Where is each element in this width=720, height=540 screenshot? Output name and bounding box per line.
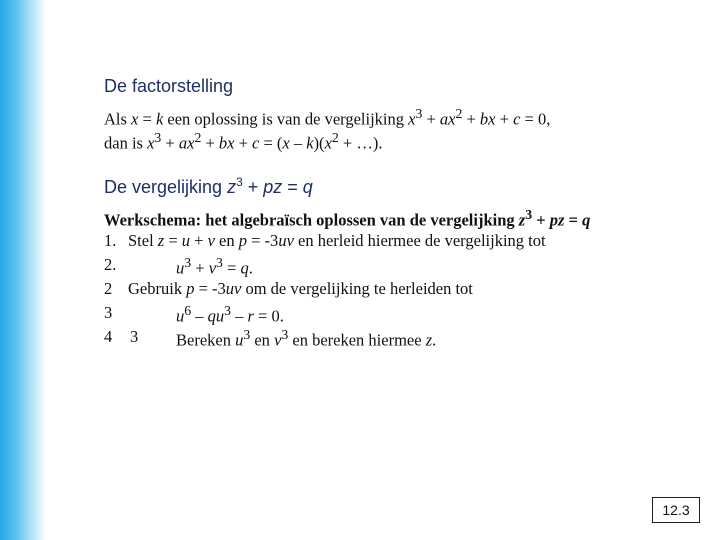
- step-number: 4: [104, 327, 113, 346]
- step-number: 3: [104, 303, 113, 322]
- decorative-side-bar: [0, 0, 46, 540]
- factorstelling-line-2: dan is $x^3 + ax^2$ + bx + $c = (x - k)(x^2$ + …).: [104, 130, 383, 153]
- step-text: $u^6 - qu^3 - r = 0$.: [176, 303, 284, 326]
- factorstelling-line-1: Als x = k een oplossing is van de vergelijking $x^3 + ax^2$ + bx + c = 0,: [104, 106, 551, 129]
- step-text: $u^3 + v^3 = q$.: [176, 255, 253, 278]
- page-number-badge: 12.3: [652, 497, 700, 523]
- section-heading-vergelijking: De vergelijking $z^3$ + pz = q: [104, 175, 313, 197]
- step-text: Gebruik p = -3uv om de vergelijking te herleiden tot: [128, 279, 473, 298]
- step-number: 2: [104, 279, 113, 298]
- step-number: 1.: [104, 231, 117, 250]
- step-number-secondary: 3: [130, 327, 139, 346]
- werkschema-title: Werkschema: het algebraïsch oplossen van de vergelijking $z^3$ + pz = q: [104, 207, 591, 230]
- step-text: Stel z = u + v en p = -3uv en herleid hiermee de vergelijking tot: [128, 231, 546, 250]
- section-heading-factorstelling: De factorstelling: [104, 76, 234, 96]
- step-number: 2.: [104, 255, 117, 274]
- step-text: Bereken $u^3$ en $v^3$ en bereken hiermee z.: [176, 327, 437, 350]
